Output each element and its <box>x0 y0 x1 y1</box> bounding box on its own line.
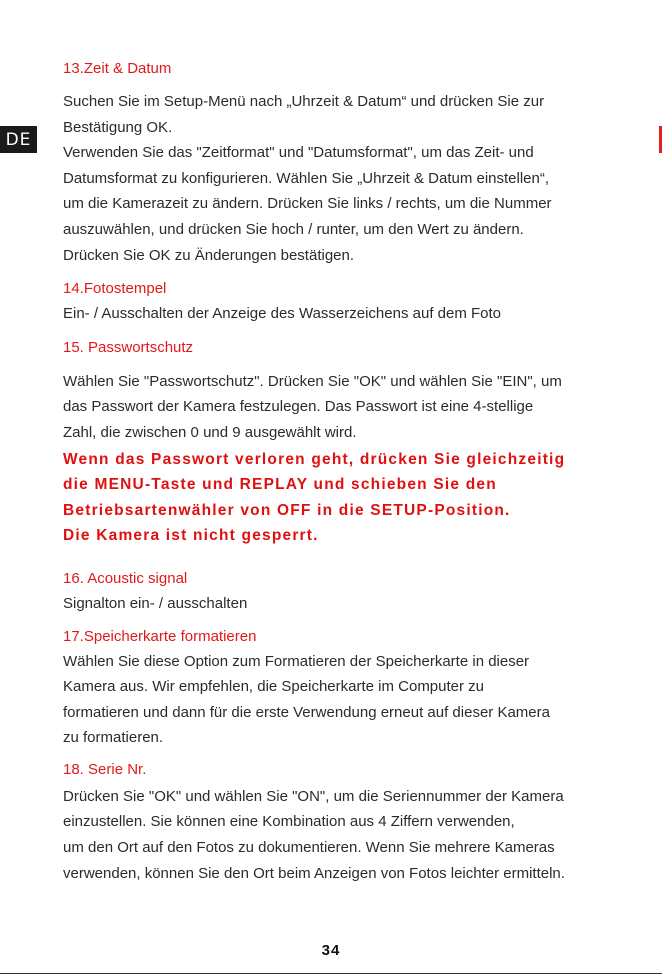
section-heading: 18. Serie Nr. <box>63 760 147 778</box>
bottom-rule <box>0 973 662 974</box>
body-line: Zahl, die zwischen 0 und 9 ausgewählt wird. <box>63 423 357 441</box>
body-line: Kamera aus. Wir empfehlen, die Speicherkarte im Computer zu <box>63 678 485 696</box>
body-line: das Passwort der Kamera festzulegen. Das Passwort ist eine 4-stellige <box>63 398 534 416</box>
section-heading: 16. Acoustic signal <box>63 569 188 587</box>
section-heading: 14.Fotostempel <box>63 280 167 298</box>
section-time-date <box>63 56 643 268</box>
section-body <box>63 369 643 446</box>
body-line: Ein- / Ausschalten der Anzeige des Wasserzeichens auf dem Foto <box>63 305 502 323</box>
section-body <box>63 649 643 751</box>
section-password <box>63 335 643 549</box>
body-line: Wählen Sie diese Option zum Formatieren der Speicherkarte in dieser <box>63 652 530 670</box>
section-body <box>63 784 643 886</box>
body-line: Datumsformat zu konfigurieren. Wählen Sie „Uhrzeit & Datum einstellen“, <box>63 169 550 187</box>
section-heading: 15. Passwortschutz <box>63 338 194 356</box>
section-acoustic-signal <box>63 566 643 617</box>
body-line: auszuwählen, und drücken Sie hoch / runter, um den Wert zu ändern. <box>63 220 524 238</box>
body-line: Verwenden Sie das "Zeitformat" und "Datumsformat", um das Zeit- und <box>63 144 534 162</box>
section-body <box>63 301 643 327</box>
section-photo-stamp <box>63 276 643 327</box>
warning-line: die MENU-Taste und REPLAY und schieben Sie den <box>63 476 497 494</box>
password-warning <box>63 447 643 549</box>
body-line: zu formatieren. <box>63 729 164 747</box>
section-heading: 17.Speicherkarte formatieren <box>63 627 257 645</box>
section-heading: 13.Zeit & Datum <box>63 60 172 77</box>
warning-line: Wenn das Passwort verloren geht, drücken Sie gleichzeitig <box>63 450 566 468</box>
warning-line: Betriebsartenwähler von OFF in die SETUP-Position. <box>63 501 511 519</box>
body-line: um den Ort auf den Fotos zu dokumentieren. Wenn Sie mehrere Kameras <box>63 839 555 857</box>
body-line: Bestätigung OK. <box>63 118 173 136</box>
body-line: Signalton ein- / ausschalten <box>63 594 248 612</box>
body-line: Wählen Sie "Passwortschutz". Drücken Sie "OK" und wählen Sie "EIN", um <box>63 372 562 390</box>
body-line: verwenden, können Sie den Ort beim Anzeigen von Fotos leichter ermitteln. <box>63 864 565 882</box>
body-line: formatieren und dann für die erste Verwendung erneut auf dieser Kamera <box>63 703 550 721</box>
page-number: 34 <box>321 942 341 959</box>
language-tab: DE <box>0 126 37 153</box>
section-serial-number <box>63 757 643 886</box>
manual-content <box>63 56 643 886</box>
section-body <box>63 591 643 617</box>
body-line: Suchen Sie im Setup-Menü nach „Uhrzeit & Datum“ und drücken Sie zur <box>63 93 545 110</box>
body-line: einzustellen. Sie können eine Kombination aus 4 Ziffern verwenden, <box>63 813 515 831</box>
body-line: Drücken Sie OK zu Änderungen bestätigen. <box>63 246 355 264</box>
body-line: um die Kamerazeit zu ändern. Drücken Sie links / rechts, um die Nummer <box>63 195 552 213</box>
section-format-card <box>63 624 643 751</box>
warning-line: Die Kamera ist nicht gesperrt. <box>63 527 319 545</box>
body-line: Drücken Sie "OK" und wählen Sie "ON", um die Seriennummer der Kamera <box>63 787 564 805</box>
section-body <box>63 89 643 268</box>
